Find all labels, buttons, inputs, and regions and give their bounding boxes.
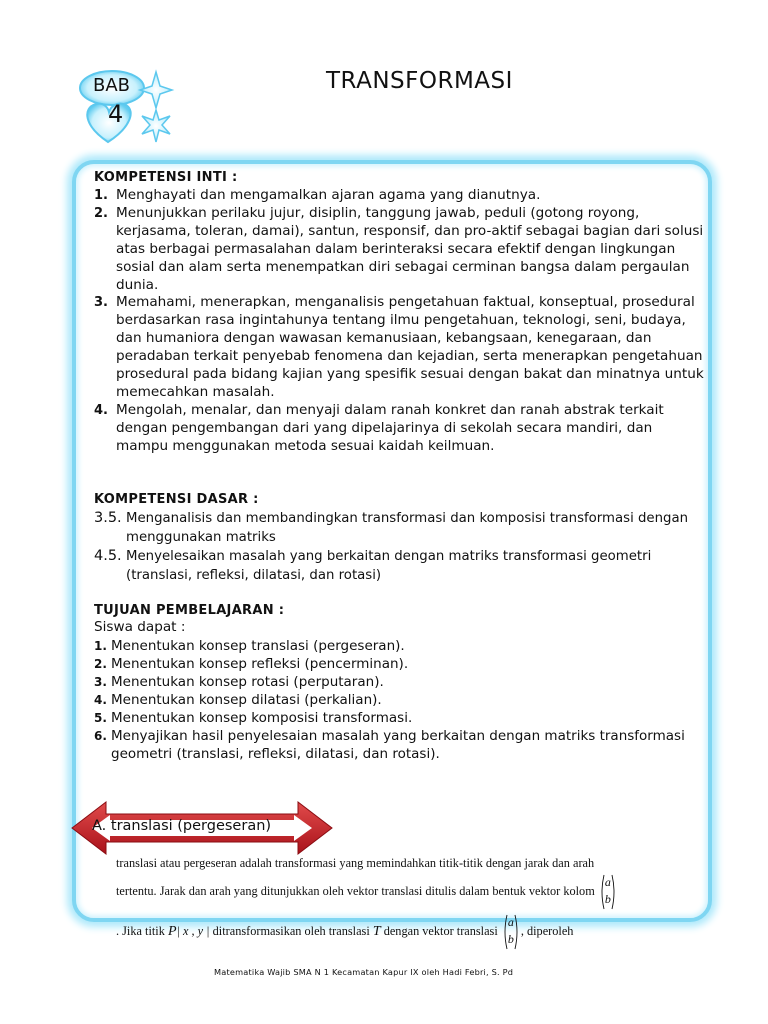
tujuan-item: 6. Menyajikan hasil penyelesaian masalah yang berkaitan dengan matriks transformasi geometri (translasi, refleksi, dilatasi, dan rotasi). [94,728,685,762]
column-vector: a b [600,874,616,910]
section-a-paragraph-line3: . Jika titik P| x , y | ditransformasikan oleh translasi T dengan vektor translasi a b , diperoleh [116,914,706,950]
tujuan-item: 2. Menentukan konsep refleksi (pencerminan). [94,656,409,672]
tujuan-item: 1. Menentukan konsep translasi (pergeseran). [94,638,405,654]
tujuan-list [94,637,694,763]
bab-number: 4 [108,100,124,128]
tujuan-intro: Siswa dapat : [94,619,186,635]
kompetensi-dasar-item: 3.5. Menganalisis dan membandingkan transformasi dan komposisi transformasi dengan menggunakan matriks [94,510,689,545]
kompetensi-dasar-list [94,510,704,586]
tujuan-item: 5. Menentukan konsep komposisi transformasi. [94,710,413,726]
tujuan-heading: TUJUAN PEMBELAJARAN : [94,603,285,618]
kompetensi-dasar-item: 4.5. Menyelesaikan masalah yang berkaitan dengan matriks transformasi geometri (translasi, refleksi, dilatasi, dan rotasi) [94,548,652,583]
kompetensi-inti-item: 3. Memahami, menerapkan, menganalisis pengetahuan faktual, konseptual, prosedural berdasarkan rasa ingintahunya tentang ilmu pengetahuan, teknologi, seni, budaya, dan humaniora dengan wawasan kemanusiaan, kebangsaan, kenegaraan, dan peradaban terkait penyebab fenomena dan kejadian, serta menerapkan pengetahuan prosedural pada bidang kajian yang spesifik sesuai dengan bakat dan minatnya untuk memecahkan masalah. [94,294,704,400]
tujuan-item: 3. Menentukan konsep rotasi (perputaran). [94,674,384,690]
section-a-heading: A. translasi (pergeseran) [92,818,272,834]
kompetensi-inti-item: 4. Mengolah, menalar, dan menyaji dalam ranah konkret dan ranah abstrak terkait dengan pengembangan dari yang dipelajarinya di sekolah secara mandiri, dan mampu menggunakan metoda sesuai kaidah keilmuan. [94,401,664,454]
kompetensi-inti-heading: KOMPETENSI INTI : [94,170,238,185]
page-title: TRANSFORMASI [326,68,513,94]
kompetensi-inti-list [94,187,704,456]
section-a-paragraph-line1: translasi atau pergeseran adalah transformasi yang memindahkan titik-titik dengan jarak dan arah [116,856,595,870]
tujuan-item: 4. Menentukan konsep dilatasi (perkalian). [94,692,382,708]
kompetensi-inti-item: 1. Menghayati dan mengamalkan ajaran agama yang dianutnya. [94,187,541,203]
bab-label: BAB [93,75,131,96]
kompetensi-dasar-heading: KOMPETENSI DASAR : [94,492,259,507]
kompetensi-inti-item: 2. Menunjukkan perilaku jujur, disiplin, tanggung jawab, peduli (gotong royong, kerjasama, toleran, damai), santun, responsif, dan pro-aktif sebagai bagian dari solusi atas berbagai permasalahan dalam berinteraksi secara efektif dengan lingkungan sosial dan alam serta menempatkan diri sebagai cerminan bangsa dalam pergaulan dunia. [94,204,704,293]
column-vector: a b [503,914,519,950]
page-footer: Matematika Wajib SMA N 1 Kecamatan Kapur IX oleh Hadi Febri, S. Pd [214,967,514,977]
section-a-paragraph-line2: tertentu. Jarak dan arah yang ditunjukkan oleh vektor translasi ditulis dalam bentuk vektor kolom a b [116,874,706,910]
